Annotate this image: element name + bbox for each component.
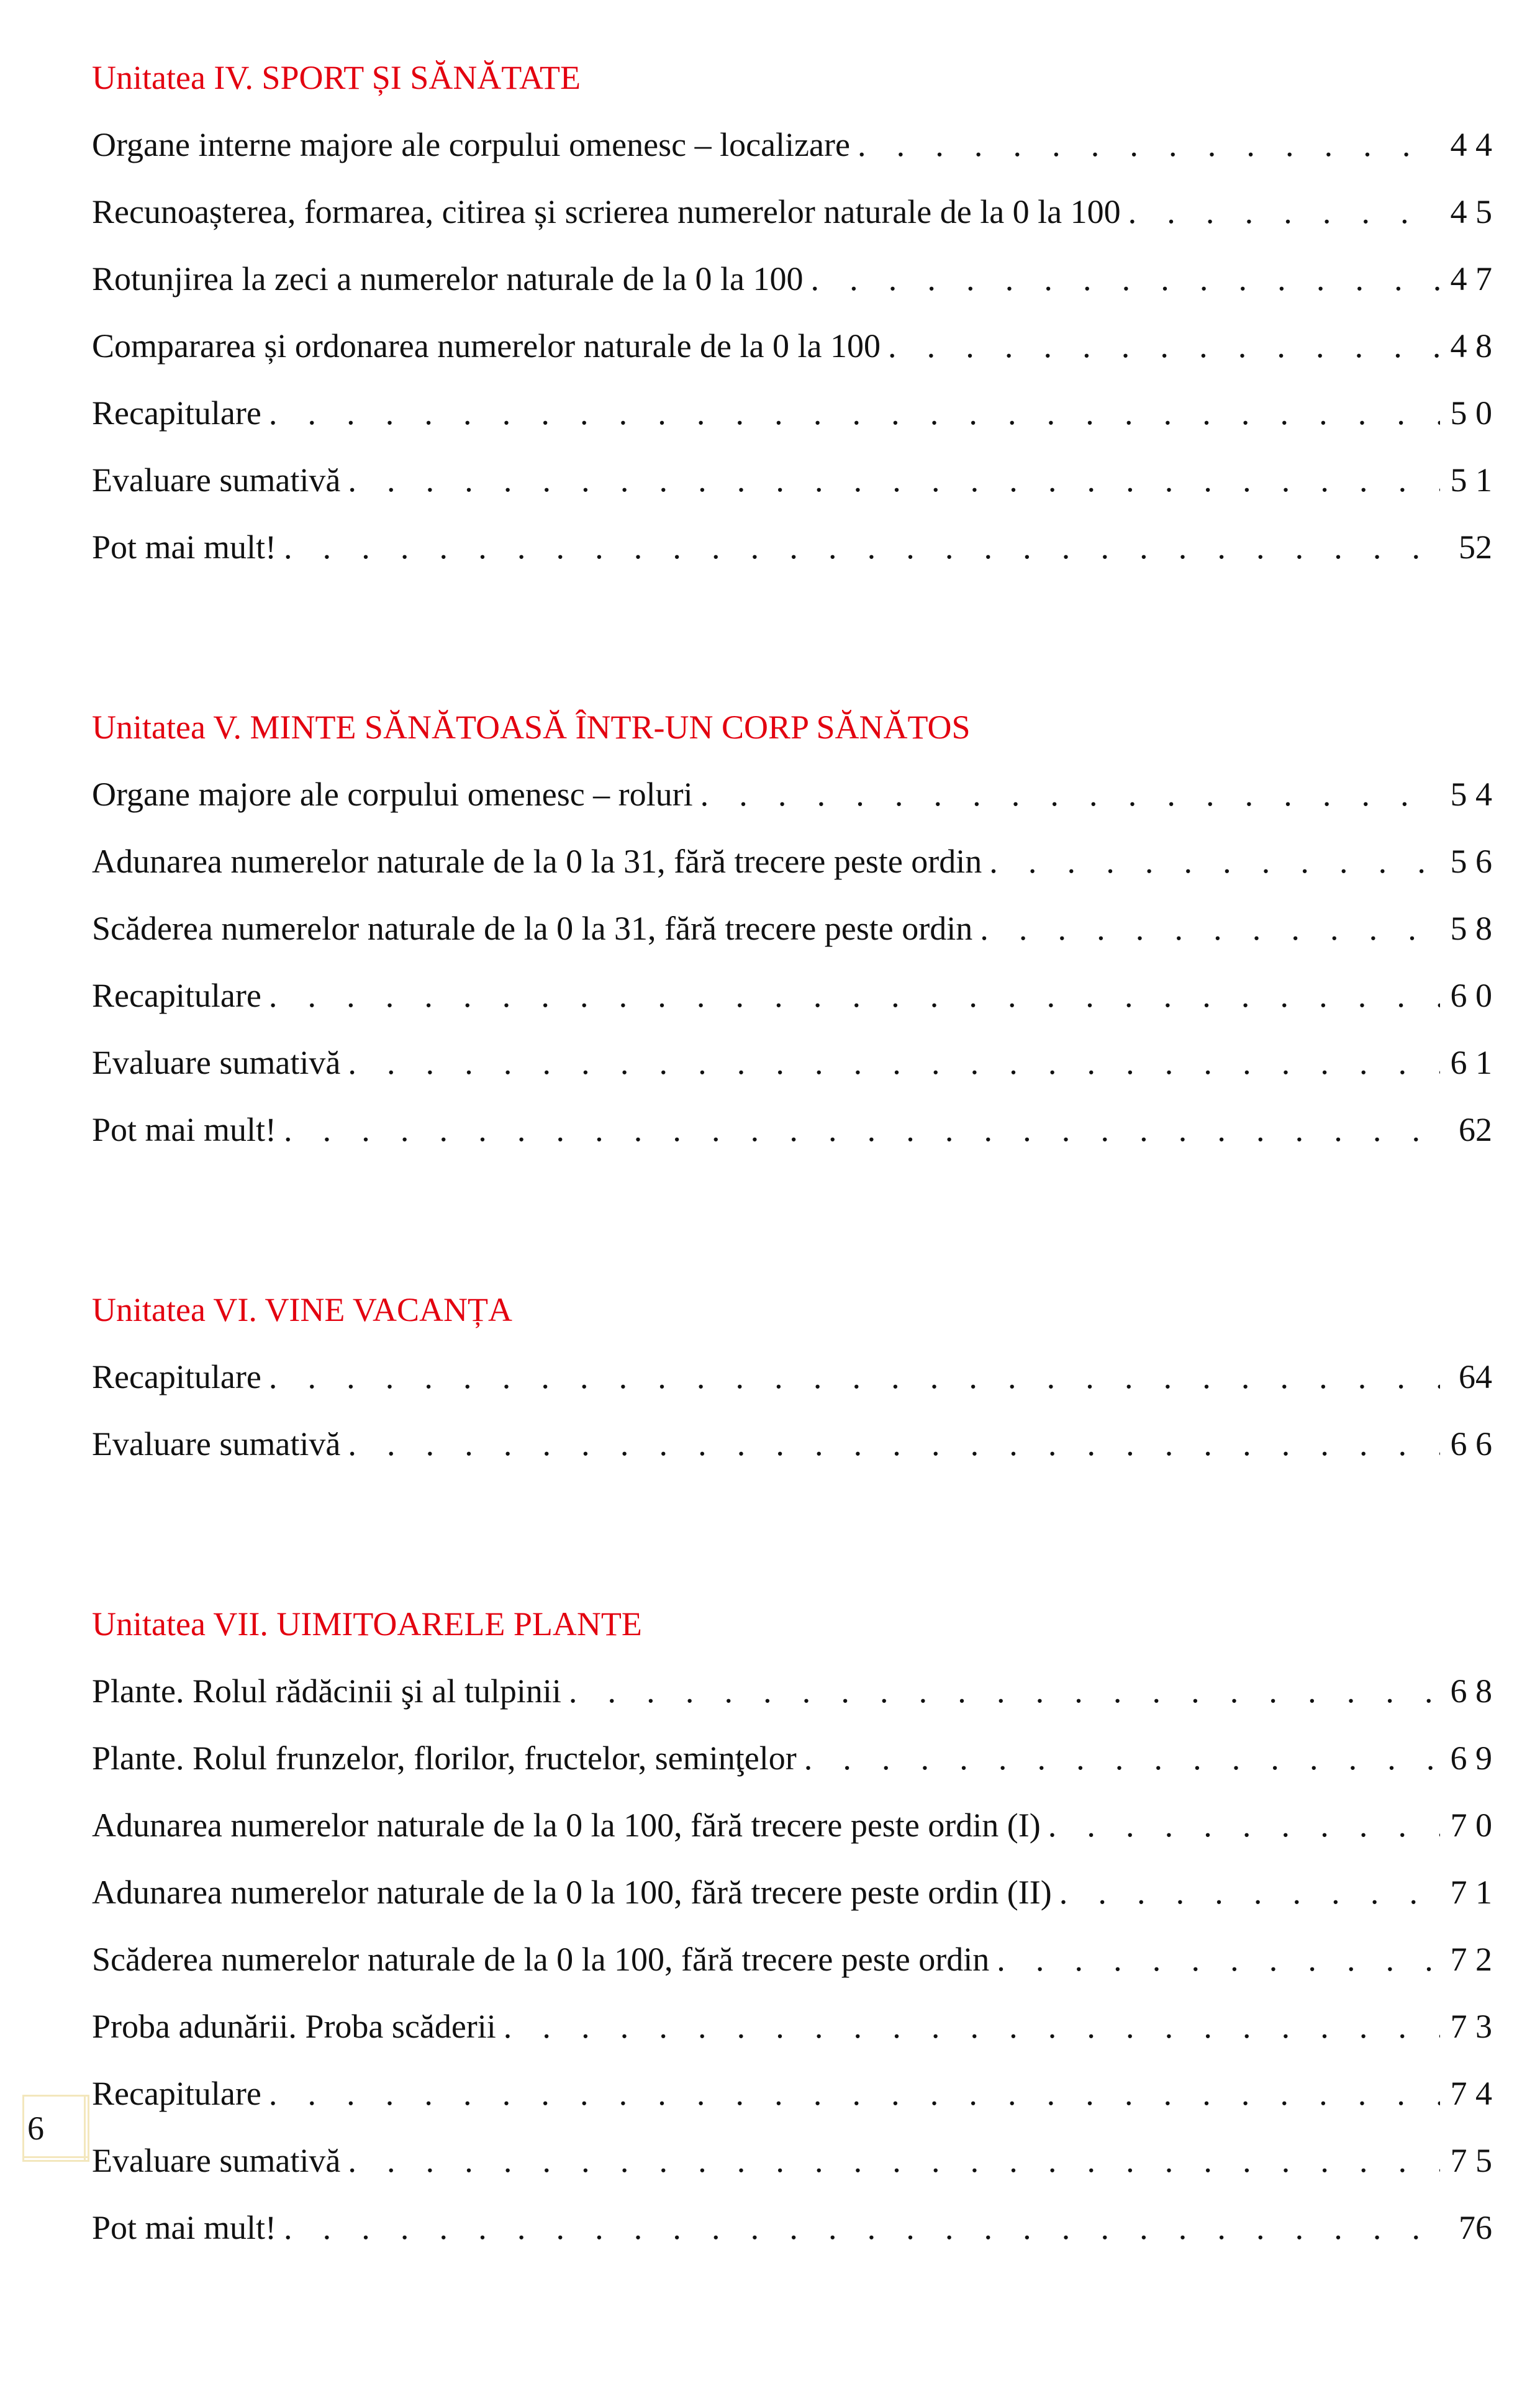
leader-dots bbox=[989, 840, 1440, 883]
unit-title: Unitatea V. MINTE SĂNĂTOASĂ ÎNTR-UN CORP SĂNĂTOS bbox=[92, 709, 971, 746]
entry-page: 52 bbox=[1459, 528, 1492, 566]
leader-dots bbox=[269, 974, 1440, 1017]
toc-entry[interactable] bbox=[92, 257, 1492, 324]
leader-dots bbox=[980, 907, 1440, 950]
entry-title: Proba adunării. Proba scăderii bbox=[92, 2008, 496, 2045]
toc-entry[interactable] bbox=[92, 525, 1492, 592]
leader-dots bbox=[804, 1736, 1440, 1780]
leader-dots bbox=[858, 123, 1440, 166]
entry-page: 7 4 bbox=[1450, 2075, 1492, 2112]
leader-dots bbox=[700, 773, 1440, 816]
toc-entry[interactable] bbox=[92, 2072, 1492, 2139]
entry-title: Plante. Rolul frunzelor, florilor, fructelor, seminţelor bbox=[92, 1740, 797, 1777]
toc-entry[interactable] bbox=[92, 2005, 1492, 2072]
leader-dots bbox=[569, 1669, 1440, 1713]
entry-title: Scăderea numerelor naturale de la 0 la 31, fără trecere peste ordin bbox=[92, 910, 973, 947]
entry-title: Recunoașterea, formarea, citirea și scrierea numerelor naturale de la 0 la 100 bbox=[92, 193, 1121, 230]
entry-page: 76 bbox=[1459, 2209, 1492, 2246]
leader-dots bbox=[504, 2005, 1440, 2048]
entry-page: 4 5 bbox=[1450, 193, 1492, 230]
toc-entry[interactable] bbox=[92, 907, 1492, 974]
entry-page: 6 8 bbox=[1450, 1672, 1492, 1710]
unit-vi bbox=[92, 1288, 1492, 1489]
unit-title: Unitatea VI. VINE VACANȚA bbox=[92, 1291, 512, 1328]
entry-title: Compararea și ordonarea numerelor naturale de la 0 la 100 bbox=[92, 327, 881, 365]
leader-dots bbox=[348, 2139, 1440, 2182]
unit-vii bbox=[92, 1602, 1492, 2273]
page-number: 6 bbox=[27, 2110, 44, 2147]
entry-page: 7 3 bbox=[1450, 2008, 1492, 2045]
unit-title: Unitatea VII. UIMITOARELE PLANTE bbox=[92, 1605, 642, 1643]
entry-title: Pot mai mult! bbox=[92, 2209, 276, 2246]
toc-entry[interactable] bbox=[92, 1803, 1492, 1871]
toc-entry[interactable] bbox=[92, 123, 1492, 190]
entry-page: 6 1 bbox=[1450, 1044, 1492, 1081]
entry-title: Evaluare sumativă bbox=[92, 1044, 341, 1081]
entry-title: Evaluare sumativă bbox=[92, 461, 341, 499]
entry-page: 6 6 bbox=[1450, 1425, 1492, 1463]
leader-dots bbox=[348, 458, 1440, 502]
toc-entry[interactable] bbox=[92, 2206, 1492, 2273]
entry-page: 62 bbox=[1459, 1111, 1492, 1148]
entry-title: Recapitulare bbox=[92, 394, 261, 432]
unit-v bbox=[92, 705, 1492, 1175]
toc-entry[interactable] bbox=[92, 840, 1492, 907]
leader-dots bbox=[284, 2206, 1440, 2249]
entry-title: Adunarea numerelor naturale de la 0 la 31, fără trecere peste ordin bbox=[92, 843, 982, 880]
leader-dots bbox=[269, 1355, 1440, 1399]
entry-page: 64 bbox=[1459, 1358, 1492, 1395]
entry-page: 5 1 bbox=[1450, 461, 1492, 499]
entry-title: Plante. Rolul rădăcinii şi al tulpinii bbox=[92, 1672, 561, 1710]
unit-title: Unitatea IV. SPORT ȘI SĂNĂTATE bbox=[92, 59, 581, 96]
leader-dots bbox=[269, 2072, 1440, 2115]
entry-page: 7 5 bbox=[1450, 2142, 1492, 2179]
toc-entry[interactable] bbox=[92, 1871, 1492, 1938]
entry-page: 7 0 bbox=[1450, 1807, 1492, 1844]
entry-title: Recapitulare bbox=[92, 2075, 261, 2112]
toc-entry[interactable] bbox=[92, 324, 1492, 391]
entry-page: 4 7 bbox=[1450, 260, 1492, 297]
toc-entry[interactable] bbox=[92, 773, 1492, 840]
toc-entry[interactable] bbox=[92, 458, 1492, 525]
entry-title: Recapitulare bbox=[92, 1358, 261, 1395]
entry-title: Pot mai mult! bbox=[92, 1111, 276, 1148]
toc-entry[interactable] bbox=[92, 1736, 1492, 1803]
leader-dots bbox=[1128, 190, 1440, 234]
toc-entry[interactable] bbox=[92, 1041, 1492, 1108]
entry-title: Recapitulare bbox=[92, 977, 261, 1014]
entry-title: Organe majore ale corpului omenesc – roluri bbox=[92, 776, 693, 813]
entry-title: Scăderea numerelor naturale de la 0 la 100, fără trecere peste ordin bbox=[92, 1941, 990, 1978]
entry-title: Pot mai mult! bbox=[92, 528, 276, 566]
entry-title: Organe interne majore ale corpului omenesc – localizare bbox=[92, 126, 850, 163]
toc-entry[interactable] bbox=[92, 391, 1492, 458]
toc-entry[interactable] bbox=[92, 1669, 1492, 1736]
page-box-guide-vertical bbox=[84, 2097, 86, 2160]
toc-entry[interactable] bbox=[92, 190, 1492, 257]
entry-page: 4 8 bbox=[1450, 327, 1492, 365]
toc-entry[interactable] bbox=[92, 1422, 1492, 1489]
table-of-contents bbox=[92, 56, 1492, 2386]
entry-page: 5 4 bbox=[1450, 776, 1492, 813]
entry-page: 6 0 bbox=[1450, 977, 1492, 1014]
leader-dots bbox=[348, 1422, 1440, 1466]
leader-dots bbox=[269, 391, 1440, 435]
leader-dots bbox=[811, 257, 1441, 301]
entry-page: 6 9 bbox=[1450, 1740, 1492, 1777]
leader-dots bbox=[1048, 1803, 1440, 1847]
entry-title: Evaluare sumativă bbox=[92, 2142, 341, 2179]
entry-title: Adunarea numerelor naturale de la 0 la 100, fără trecere peste ordin (I) bbox=[92, 1807, 1041, 1844]
entry-page: 5 8 bbox=[1450, 910, 1492, 947]
leader-dots bbox=[888, 324, 1440, 368]
entry-page: 7 1 bbox=[1450, 1874, 1492, 1911]
leader-dots bbox=[284, 525, 1440, 569]
entry-page: 5 0 bbox=[1450, 394, 1492, 432]
toc-entry[interactable] bbox=[92, 974, 1492, 1041]
entry-title: Evaluare sumativă bbox=[92, 1425, 341, 1463]
entry-page: 5 6 bbox=[1450, 843, 1492, 880]
toc-entry[interactable] bbox=[92, 1108, 1492, 1175]
leader-dots bbox=[997, 1938, 1440, 1981]
entry-page: 7 2 bbox=[1450, 1941, 1492, 1978]
leader-dots bbox=[1059, 1871, 1440, 1914]
leader-dots bbox=[284, 1108, 1440, 1151]
toc-entry[interactable] bbox=[92, 1355, 1492, 1422]
page-box-guide-horizontal bbox=[24, 2156, 88, 2158]
toc-entry[interactable] bbox=[92, 1938, 1492, 2005]
entry-title: Adunarea numerelor naturale de la 0 la 100, fără trecere peste ordin (II) bbox=[92, 1874, 1052, 1911]
unit-iv bbox=[92, 56, 1492, 592]
toc-entry[interactable] bbox=[92, 2139, 1492, 2206]
entry-title: Rotunjirea la zeci a numerelor naturale de la 0 la 100 bbox=[92, 260, 804, 297]
entry-page: 4 4 bbox=[1450, 126, 1492, 163]
leader-dots bbox=[348, 1041, 1440, 1084]
